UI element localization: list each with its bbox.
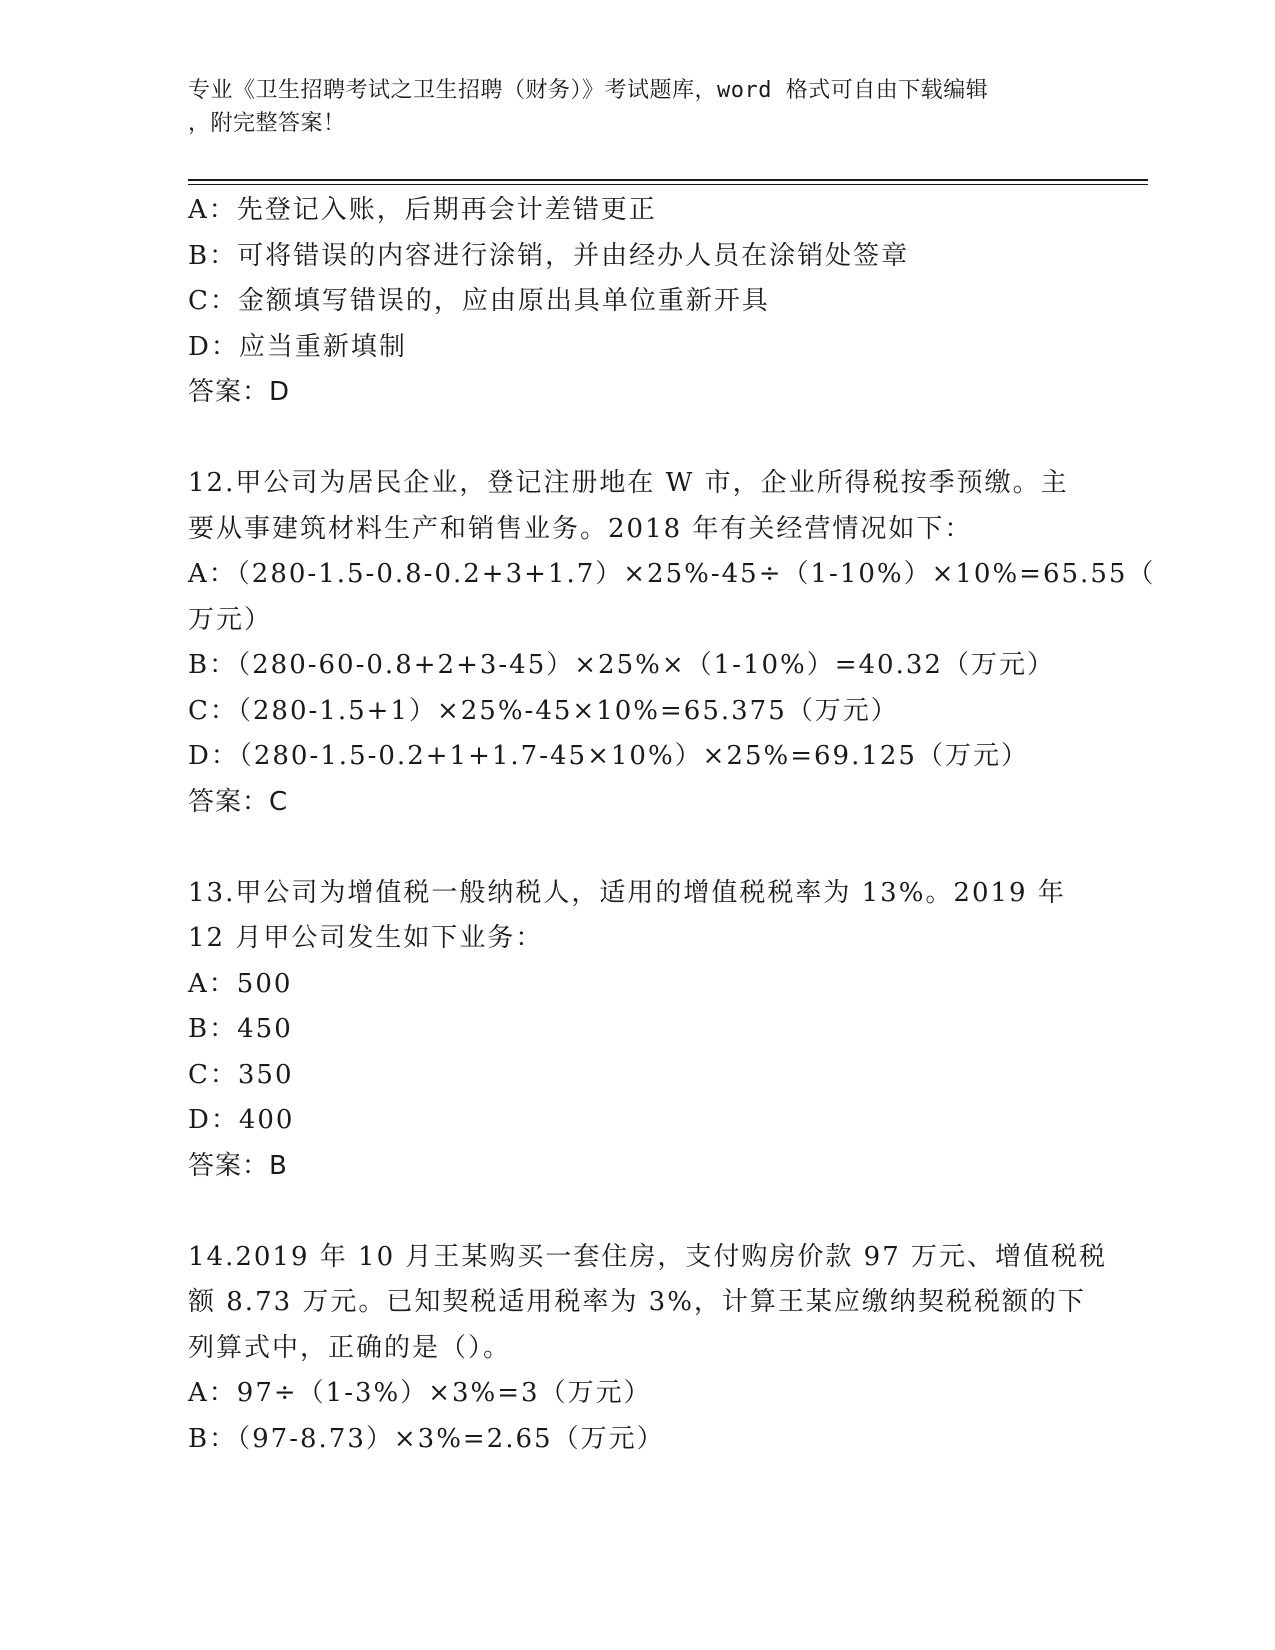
option-a-continued: 万元） xyxy=(188,604,273,635)
option-c: C：（280-1.5+1）×25%-45×10%=65.375（万元） xyxy=(188,695,899,726)
question-stem: 额 8.73 万元。已知契税适用税率为 3%，计算王某应缴纳契税税额的下 xyxy=(188,1287,1086,1317)
spacer xyxy=(188,825,1088,871)
question-stem: 12 月甲公司发生如下业务： xyxy=(188,923,544,953)
option-a: A：97÷（1-3%）×3%=3（万元） xyxy=(188,1378,652,1408)
answer: 答案：C xyxy=(188,786,289,817)
option-a: A：（280-1.5-0.8-0.2+3+1.7）×25%-45÷（1-10%）×10%=65.55（ xyxy=(188,559,1156,589)
answer: 答案：B xyxy=(188,1150,288,1181)
question-13 xyxy=(188,871,1088,1190)
question-list xyxy=(188,188,1156,1462)
header-line-2: ，附完整答案！ xyxy=(188,111,346,136)
option-d: D：400 xyxy=(188,1105,295,1135)
option-d: D：应当重新填制 xyxy=(188,331,407,362)
option-b: B：可将错误的内容进行涂销，并由经办人员在涂销处签章 xyxy=(188,240,910,271)
question-stem: 列算式中，正确的是（）。 xyxy=(188,1332,512,1363)
option-a: A：500 xyxy=(188,968,293,999)
header-divider-thin xyxy=(188,184,1148,185)
header-divider-thick xyxy=(188,179,1148,181)
question-14 xyxy=(188,1235,1108,1463)
question-stem: 14.2019 年 10 月王某购买一套住房，支付购房价款 97 万元、增值税税 xyxy=(188,1241,1108,1272)
question-stem: 要从事建筑材料生产和销售业务。2018 年有关经营情况如下： xyxy=(188,513,973,544)
option-c: C：350 xyxy=(188,1059,294,1090)
answer: 答案：D xyxy=(188,377,291,407)
question-stem: 13.甲公司为增值税一般纳税人，适用的增值税税率为 13%。2019 年 xyxy=(188,877,1066,908)
option-d: D：（280-1.5-0.2+1+1.7-45×10%）×25%=69.125（万元） xyxy=(188,741,1029,771)
question-12 xyxy=(188,461,1156,825)
option-a: A：先登记入账，后期再会计差错更正 xyxy=(188,195,657,225)
document-header xyxy=(188,74,1088,140)
spacer xyxy=(188,1189,1088,1235)
question-11 xyxy=(188,188,1088,416)
option-b: B：450 xyxy=(188,1014,293,1044)
option-c: C：金额填写错误的，应由原出具单位重新开具 xyxy=(188,286,770,316)
question-stem: 12.甲公司为居民企业，登记注册地在 W 市，企业所得税按季预缴。主 xyxy=(188,468,1069,498)
spacer xyxy=(188,416,1088,462)
option-b: B：（280-60-0.8+2+3-45）×25%×（1-10%）=40.32（万元） xyxy=(188,650,1055,680)
header-line-1: 专业《卫生招聘考试之卫生招聘（财务）》考试题库，word 格式可自由下载编辑 xyxy=(188,78,989,103)
option-b: B：（97-8.73）×3%=2.65（万元） xyxy=(188,1423,665,1454)
